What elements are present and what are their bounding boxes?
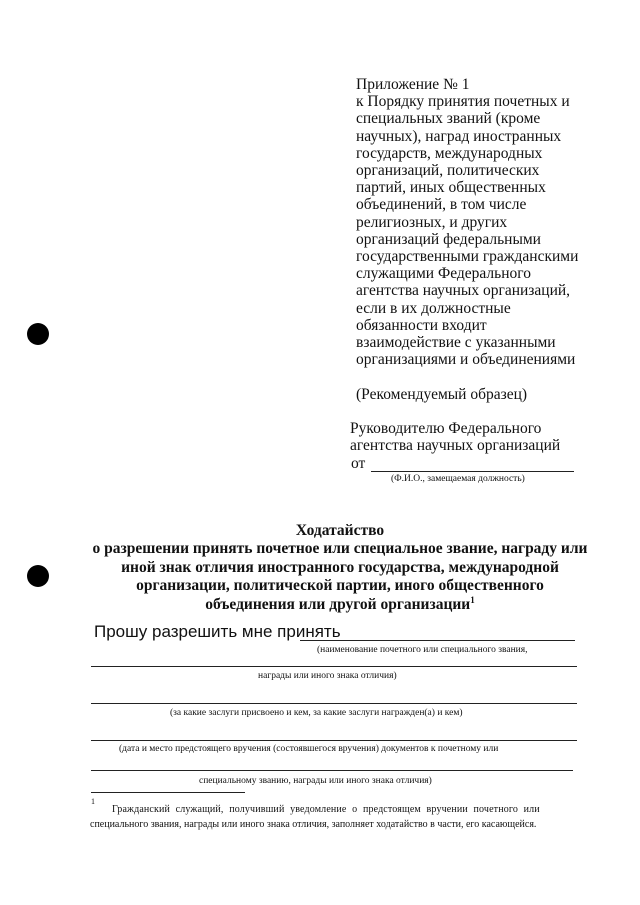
award-name-continued-line[interactable] bbox=[91, 666, 577, 667]
appendix-line: агентства научных организаций, bbox=[356, 282, 571, 300]
appendix-line: специальных званий (кроме bbox=[356, 110, 541, 128]
appendix-line: государственными гражданскими bbox=[356, 248, 579, 266]
footnote-text bbox=[90, 802, 570, 832]
appendix-line: если в их должностные bbox=[356, 299, 511, 317]
footnote-separator bbox=[91, 792, 245, 793]
appendix-line: религиозных, и других bbox=[356, 213, 508, 231]
footnote-ref: 1 bbox=[470, 594, 475, 605]
appendix-line: объединений, в том числе bbox=[356, 196, 527, 214]
addressee-line: агентства научных организаций bbox=[350, 437, 561, 454]
from-label: от bbox=[351, 455, 366, 472]
appendix-line: организациями и объединениями bbox=[356, 351, 576, 369]
title-line: иной знак отличия иностранного государства, международной bbox=[121, 558, 559, 576]
from-input-line[interactable] bbox=[371, 471, 574, 472]
addressee-line: Руководителю Федерального bbox=[350, 420, 542, 437]
title-line-last bbox=[40, 596, 640, 614]
ceremony-continued-line[interactable] bbox=[91, 770, 573, 771]
merits-input-line[interactable] bbox=[91, 703, 577, 704]
footnote-line: Гражданский служащий, получивший уведомление о предстоящем вручении почетного или bbox=[112, 804, 540, 815]
appendix-block bbox=[356, 76, 596, 368]
appendix-line: служащими Федерального bbox=[356, 265, 531, 283]
appendix-line: Приложение № 1 bbox=[356, 76, 470, 93]
ceremony-input-line[interactable] bbox=[91, 740, 577, 741]
award-name-caption: (наименование почетного или специального звания, bbox=[317, 645, 528, 655]
request-text: Прошу разрешить мне принять bbox=[94, 622, 341, 641]
merits-caption: (за какие заслуги присвоено и кем, за какие заслуги награжден(а) и кем) bbox=[170, 708, 463, 718]
addressee-block bbox=[350, 420, 560, 454]
appendix-line: обязанности входит bbox=[356, 316, 487, 334]
appendix-line: партий, иных общественных bbox=[356, 179, 546, 197]
footnote-line: специального звания, награды или иного знака отличия, заполняет ходатайство в части, его касающейся. bbox=[90, 819, 537, 830]
ceremony-caption-2: специальному званию, награды или иного знака отличия) bbox=[199, 776, 432, 786]
award-name-input-line[interactable] bbox=[300, 640, 575, 641]
ceremony-caption: (дата и место предстоящего вручения (состоявшегося вручения) документов к почетному или bbox=[119, 744, 499, 754]
title-line: организации, политической партии, иного общественного bbox=[136, 577, 544, 595]
appendix-line: взаимодействие с указанными bbox=[356, 334, 556, 352]
title-heading: Ходатайство bbox=[295, 522, 385, 539]
appendix-line: организаций, политических bbox=[356, 162, 540, 180]
appendix-line: организаций федеральными bbox=[356, 230, 541, 248]
appendix-line: государств, международных bbox=[356, 144, 543, 162]
punch-hole-top bbox=[27, 323, 49, 345]
footnote-mark: 1 bbox=[91, 797, 95, 806]
title-line: объединения или другой организации bbox=[205, 595, 471, 613]
petition-title bbox=[40, 522, 640, 614]
title-line: о разрешении принять почетное или специальное звание, награду или bbox=[92, 540, 588, 558]
appendix-line: к Порядку принятия почетных и bbox=[356, 93, 570, 111]
appendix-line: научных), наград иностранных bbox=[356, 127, 562, 145]
recommended-sample-label: (Рекомендуемый образец) bbox=[356, 386, 528, 403]
award-name-caption-2: награды или иного знака отличия) bbox=[258, 671, 397, 681]
from-caption: (Ф.И.О., замещаемая должность) bbox=[391, 474, 525, 484]
